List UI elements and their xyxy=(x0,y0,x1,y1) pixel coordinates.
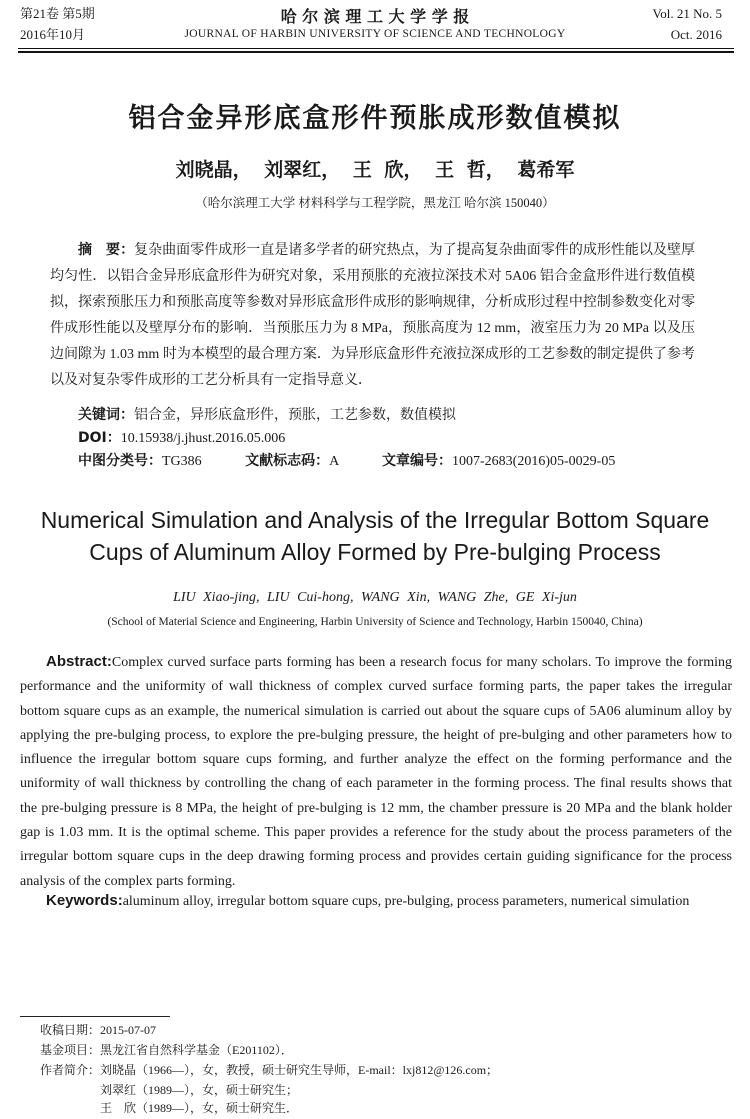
authors-en: LIU Xiao-jing, LIU Cui-hong, WANG Xin, WANG Zhe, GE Xi-jun xyxy=(173,590,577,605)
journal-header xyxy=(0,0,750,52)
clc-label: 中图分类号： xyxy=(78,453,162,469)
keywords-en xyxy=(20,889,732,914)
footnote-received: 收稿日期：2015-07-07 xyxy=(40,1023,156,1037)
clc-value: TG386 xyxy=(162,454,202,469)
abstract-cn-label: 摘 要： xyxy=(78,242,135,258)
classification-line xyxy=(78,450,698,473)
doi-text: 10.15938/j.jhust.2016.05.006 xyxy=(120,431,286,446)
keywords-en-label: Keywords: xyxy=(46,892,123,909)
doc-code-value: A xyxy=(329,454,339,469)
date-cn: 2016年10月 xyxy=(20,27,86,42)
footnote-bio xyxy=(40,1060,498,1080)
title-en-line2: Cups of Aluminum Alloy Formed by Pre-bulging Process xyxy=(89,539,661,565)
journal-name-cn: 哈 尔 滨 理 工 大 学 学 报 xyxy=(280,7,470,26)
title-en xyxy=(0,504,750,568)
date-en: Oct. 2016 xyxy=(670,27,722,42)
footnote-fund: 基金项目：黑龙江省自然科学基金（E201102）． xyxy=(40,1043,293,1057)
footnote-bio-1: 刘晓晶（1966—），女，教授，硕士研究生导师，E-mail：lxj812@126.com； xyxy=(100,1063,499,1077)
footnote-bio-3: 王 欣（1989—），女，硕士研究生． xyxy=(100,1101,299,1115)
header-rule-thick xyxy=(18,51,734,53)
abstract-cn xyxy=(50,237,695,394)
doi-label: DOI： xyxy=(78,430,121,446)
abstract-en-label: Abstract: xyxy=(46,653,112,670)
article-no-value: 1007-2683(2016)05-0029-05 xyxy=(452,454,616,469)
footnote-rule xyxy=(20,1016,170,1017)
title-cn: 铝合金异形底盒形件预胀成形数值模拟 xyxy=(128,103,622,134)
volume-issue-en: Vol. 21 No. 5 xyxy=(652,6,722,21)
abstract-cn-text: 复杂曲面零件成形一直是诸多学者的研究热点，为了提高复杂曲面零件的成形性能以及壁厚均匀性．以铝合金异形底盒形件为研究对象，采用预胀的充液拉深技术对 5A06 铝合金盒形件进行数值模拟，探索预胀压力和预胀高度等参数对异形底盒形件成形的影响规律，分析成形过程中控制参数变化对零件成形性能以及壁厚分布的影响．当预胀压力为 8 MPa，预胀高度为 12 mm，液室压力为 20 MPa 以及压边间隙为 1.03 mm 时为本模型的最合理方案．为异形底盒形件充液拉深成形的工艺参数的制定提供了参考以及对复杂零件成形的工艺分析具有一定指导意义． xyxy=(50,243,695,388)
doi xyxy=(78,427,285,450)
footnote-bio-2: 刘翠红（1989—），女，硕士研究生； xyxy=(100,1083,299,1097)
affiliation-cn: （哈尔滨理工大学 材料科学与工程学院，黑龙江 哈尔滨 150040） xyxy=(195,196,555,210)
article-no-label: 文章编号： xyxy=(382,453,453,469)
volume-issue-cn: 第21卷 第5期 xyxy=(20,6,95,21)
keywords-cn-text: 铝合金，异形底盒形件，预胀，工艺参数，数值模拟 xyxy=(134,408,456,423)
header-rule-thin xyxy=(18,48,734,49)
journal-name-en: JOURNAL OF HARBIN UNIVERSITY OF SCIENCE AND TECHNOLOGY xyxy=(184,28,566,40)
affiliation-en: (School of Material Science and Engineering, Harbin University of Science and Technology, Harbin 150040, China) xyxy=(107,616,643,628)
keywords-en-text: aluminum alloy, irregular bottom square cups, pre-bulging, process parameters, numerical simulation xyxy=(122,894,690,909)
title-en-line1: Numerical Simulation and Analysis of the Irregular Bottom Square xyxy=(40,507,710,533)
abstract-en xyxy=(20,650,732,894)
doc-code-label: 文献标志码： xyxy=(245,453,330,469)
authors-cn: 刘晓晶， 刘翠红， 王 欣， 王 哲， 葛希军 xyxy=(175,159,575,181)
keywords-cn xyxy=(78,404,456,427)
footnote-bio-label: 作者简介： xyxy=(40,1063,101,1077)
abstract-en-text: Complex curved surface parts forming has been a research focus for many scholars. To improve the forming performance and the uniformity of wall thickness of complex curved surface forming parts, the paper takes the irregular bottom square cups as an example, the numerical simulation is carried out about the square cups of 5A06 aluminum alloy by applying the pre-bulging process, to explore the pre-bulging pressure, the height of pre-bulging and other parameters how to influence the irregular bottom square cups forming, and further analyze the effect on the forming performance and the uniformity of wall thickness by controlling the chang of each parameter in the forming process. The final results shows that the pre-bulging pressure is 8 MPa, the height of pre-bulging is 12 mm, the chamber pressure is 20 MPa and the blank holder gap is 1.03 mm. It is the optimal scheme. This paper provides a reference for the study about the process parameters of the irregular bottom square cups in the deep drawing forming process and provides certain guiding significance for the process analysis of the complex parts forming. xyxy=(20,655,732,889)
keywords-cn-label: 关键词： xyxy=(78,407,134,423)
